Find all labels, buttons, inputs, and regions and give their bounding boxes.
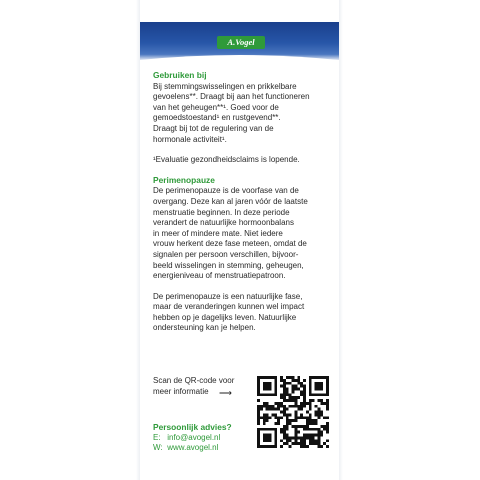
product-box-side: [140, 0, 339, 480]
arrow-right-icon: ⟶: [219, 388, 232, 398]
email-link[interactable]: info@avogel.nl: [167, 432, 221, 442]
claims-note: ¹Evaluatie gezondheidsclaims is lopende.: [153, 155, 300, 165]
contact-block: [153, 422, 232, 454]
email-key: E:: [153, 432, 161, 442]
qr-instructions: Scan de QR-code voor meer informatie: [153, 376, 235, 396]
usage-heading: Gebruiken bij: [153, 70, 207, 80]
email-line: [153, 433, 232, 444]
web-link[interactable]: www.avogel.nl: [167, 443, 219, 453]
perimenopause-text-2: De perimenopauze is een natuurlijke fase, maar de veranderingen kunnen wel impact hebben op je dagelijks leven. Natuurlijke ondersteuning kan je helpen.: [153, 291, 305, 333]
web-line: [153, 443, 232, 454]
perimenopause-text-1: De perimenopauze is de voorfase van de overgang. Deze kan al jaren vóór de laatste menstruatie beginnen. In deze periode verandert de natuurlijke hormoonbalans in meer of mindere mate. Niet iedere vrouw herkent deze fase meteen, omdat de signalen per persoon verschillen, bijvoor- beeld wisselingen in stemming, geheugen, energieniveau of menstruatiepatroon.: [153, 186, 308, 281]
box-edge-right: [339, 0, 343, 480]
avogel-logo: A.Vogel: [217, 36, 265, 49]
usage-text: Bij stemmingswisselingen en prikkelbare gevoelens**. Draagt bij aan het functioneren van het geheugen**¹. Goed voor de gemoedstoestand¹ en rustgevend**. Draagt bij tot de regulering van de hormonale activiteit¹.: [153, 81, 310, 144]
contact-heading: Persoonlijk advies?: [153, 422, 232, 432]
qr-code-icon[interactable]: [257, 376, 329, 448]
band-curve: [140, 52, 339, 66]
web-key: W:: [153, 443, 163, 453]
label-text: [153, 70, 335, 334]
perimenopause-heading: Perimenopauze: [153, 174, 215, 185]
